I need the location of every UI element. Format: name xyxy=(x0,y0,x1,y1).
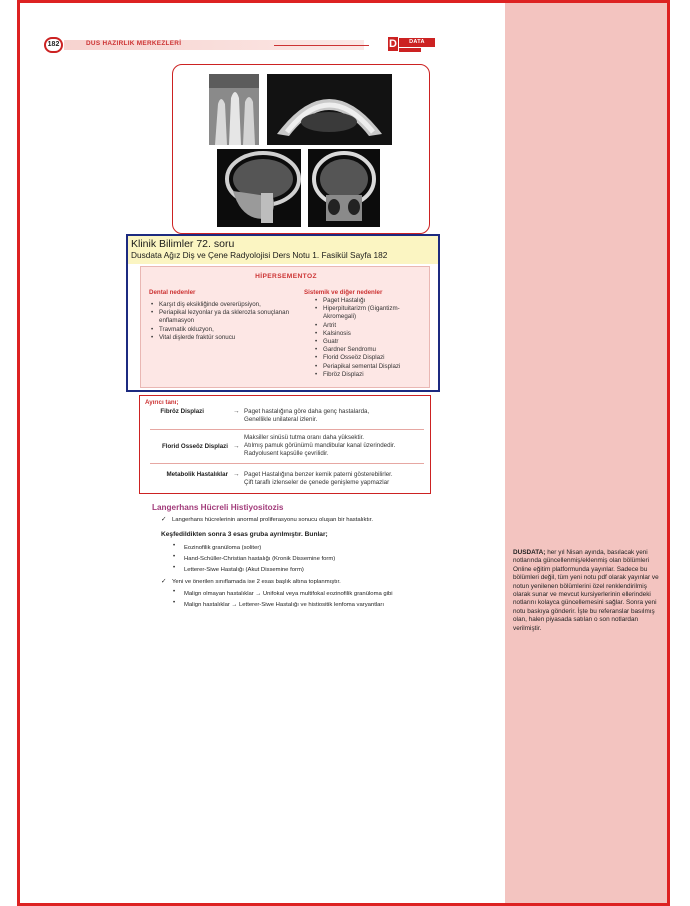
list-item: • Fibröz Displazi xyxy=(313,371,429,379)
row-divider xyxy=(150,429,424,430)
hypercementosis-title: HİPERSEMENTOZ xyxy=(255,273,317,280)
periapical-radiograph-image xyxy=(209,74,259,145)
bullet-icon: • xyxy=(173,565,176,571)
check-icon: ✓ xyxy=(161,578,167,585)
sidebar-note xyxy=(513,549,663,633)
arrow-icon: → xyxy=(233,443,240,450)
description-line: Radyolusent kapsülle çevrilidir. xyxy=(244,450,329,458)
arrow-icon: → xyxy=(233,471,240,478)
bullet-icon: • xyxy=(173,589,176,595)
list-item: Malign hastalıklar → Letterer-Siwe Hastalığı ve histiositik lenfoma varyantları xyxy=(184,602,385,608)
differential-diagnosis-box xyxy=(139,395,431,494)
logo-strip xyxy=(399,48,421,52)
list-item: • Artrit xyxy=(313,322,429,330)
systemic-causes-heading: Sistemik ve diğer nedenler xyxy=(304,289,383,296)
header-title: DUS HAZIRLIK MERKEZLERİ xyxy=(86,40,182,47)
list-item: • Periapikal semental Displazi xyxy=(313,363,429,371)
page-number: 182 xyxy=(44,37,63,53)
sidebar xyxy=(505,3,667,903)
sidebar-note-bold: DUSDATA; xyxy=(513,549,546,556)
list-item: • Periapikal lezyonlar ya da sklerozla sonuçlanan enflamasyon xyxy=(149,309,294,325)
lch-intro: Langerhans hücrelerinin anormal proliferasyonu sonucu oluşan bir hastalıktır. xyxy=(172,517,374,523)
list-item: • Vital dişlerde fraktür sonucu xyxy=(149,334,294,342)
arrow-icon: → xyxy=(233,408,240,415)
lateral-skull-radiograph-image xyxy=(217,149,301,227)
radiograph-figure xyxy=(172,64,430,234)
description-line: Paget hastalığına göre daha genç hastalarda, xyxy=(244,408,370,415)
list-item: • Hiperpituitarizm (Gigantizm- Akromegali) xyxy=(313,305,429,321)
list-item: • Kalsinosis xyxy=(313,330,429,338)
systemic-causes-list xyxy=(313,297,429,379)
lch-section-title: Langerhans Hücreli Histiyositozis xyxy=(152,503,284,512)
logo-letter: D xyxy=(389,38,397,50)
list-item: Eozinofilik granüloma (soliter) xyxy=(184,545,262,551)
description-line: Çift taraflı izlenseler de çenede genişleme yapmazlar xyxy=(244,479,390,487)
dental-causes-list xyxy=(149,301,294,342)
bullet-icon: • xyxy=(173,543,176,549)
header-divider xyxy=(274,45,369,46)
lch-new-classification: Yeni ve önerilen sınıflamada ise 2 esas başlık altına toplanmıştır. xyxy=(172,579,341,585)
check-icon: ✓ xyxy=(161,516,167,523)
coronal-skull-radiograph-image xyxy=(308,149,380,227)
differential-name: Fibröz Displazi xyxy=(160,408,204,415)
differential-name: Metabolik Hastalıklar xyxy=(166,471,228,478)
list-item: • Gardner Sendromu xyxy=(313,346,429,354)
description-line: Paget Hastalığına benzer kemik paterni gösterebilirler. xyxy=(244,471,393,478)
question-number: Klinik Bilimler 72. soru xyxy=(131,238,235,250)
question-reference-header xyxy=(128,236,438,264)
row-divider xyxy=(150,463,424,464)
list-item: Hand-Schüller-Christian hastalığı (Kronik Dissemine form) xyxy=(184,556,336,562)
differential-name: Florid Osseöz Displazi xyxy=(161,443,228,450)
question-reference-box xyxy=(126,234,440,392)
bullet-icon: • xyxy=(173,554,176,560)
sidebar-note-text: her yıl Nisan ayında, basılacak yeni notlarında güncellenmiş/eklenmiş olan bölümleri Online eğitim platformunda yayınlar. Sadece bu bölümleri değil, tüm yeni notu pdf olarak yayınlar ve notun yenilenen bölümlerini özel renklendirilmiş olarak sunar ve mevcut kursiyerlerinin ellerindeki notlarını kolayca güncellemesini sağlar. Sonra yeni notu baskıya gönderir. İşte bu referanslar basılmış olan, halen piyasada satılan o son notlardan verilmiştir. xyxy=(513,549,659,632)
list-item: • Karşıt diş eksikliğinde overerüpsiyon, xyxy=(149,301,294,309)
differential-description xyxy=(244,434,426,459)
description-line: Atılmış pamuk görünümü mandibular kanal üzerindedir. xyxy=(244,442,396,450)
description-line: Maksiller sinüsü tutma oranı daha yüksektir. xyxy=(244,434,365,441)
list-item: • Travmatik okluzyon, xyxy=(149,326,294,334)
list-item: Malign olmayan hastalıklar → Unifokal veya multifokal eozinofilik granüloma gibi xyxy=(184,591,393,597)
differential-description xyxy=(244,471,430,487)
differential-title: Ayırıcı tanı; xyxy=(145,399,179,406)
dental-causes-heading: Dental nedenler xyxy=(149,289,196,296)
list-item: Letterer-Siwe Hastalığı (Akut Dissemine form) xyxy=(184,567,304,573)
lch-subheading: Keşfedildikten sonra 3 esas gruba ayrılmıştır. Bunlar; xyxy=(161,531,328,538)
dusdata-logo xyxy=(388,37,436,53)
description-line: Genellikle unilateral izlenir. xyxy=(244,416,318,424)
bullet-icon: • xyxy=(173,600,176,606)
logo-text: DATA xyxy=(399,38,435,47)
occlusal-radiograph-image xyxy=(267,74,392,145)
page-header xyxy=(44,37,436,53)
list-item: • Guatr xyxy=(313,338,429,346)
differential-description xyxy=(244,408,426,424)
hypercementosis-box xyxy=(140,266,430,388)
question-source: Dusdata Ağız Diş ve Çene Radyolojisi Ders Notu 1. Fasikül Sayfa 182 xyxy=(131,250,388,260)
list-item: • Florid Osseöz Displazi xyxy=(313,354,429,362)
list-item: • Paget Hastalığı xyxy=(313,297,429,305)
